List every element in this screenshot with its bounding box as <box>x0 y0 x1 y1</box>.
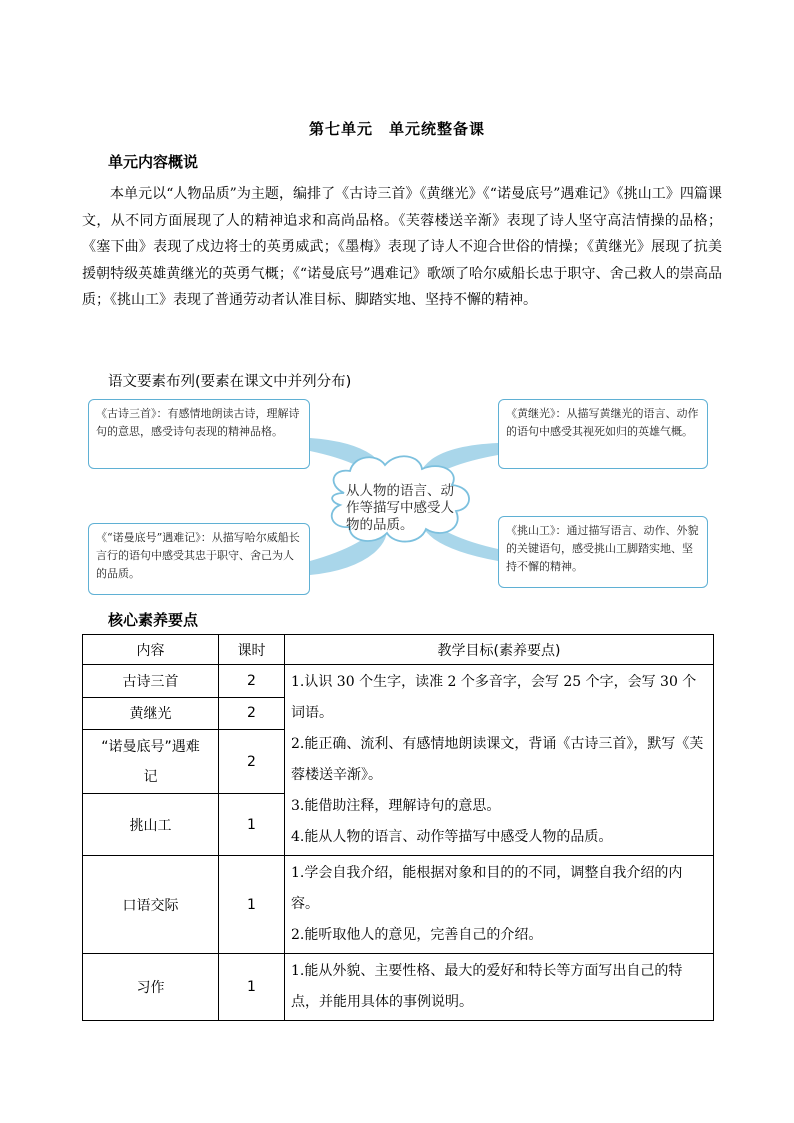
row-content: 古诗三首 <box>83 665 219 698</box>
oral-goals-cell <box>285 856 714 954</box>
table-header-row <box>83 635 714 665</box>
row-hours: 2 <box>219 730 285 794</box>
goal-line: 3.能借助注释，理解诗句的意思。 <box>291 798 501 814</box>
core-literacy-table <box>82 634 714 1021</box>
row-hours: 1 <box>219 794 285 856</box>
header-content: 内容 <box>83 635 219 665</box>
goal-line: 1.能从外貌、主要性格、最大的爱好和特长等方面写出自己的特点，并能用具体的事例说明。 <box>291 963 683 1010</box>
language-elements-diagram <box>82 393 722 598</box>
goal-line: 4.能从人物的语言、动作等描写中感受人物的品质。 <box>291 829 613 845</box>
row-content: 习作 <box>83 954 219 1021</box>
row-content: 口语交际 <box>83 856 219 954</box>
row-hours: 2 <box>219 697 285 730</box>
table-row <box>83 954 714 1021</box>
goal-line: 2.能听取他人的意见，完善自己的介绍。 <box>291 927 543 943</box>
writing-goals-cell <box>285 954 714 1021</box>
table-row <box>83 665 714 698</box>
table-row <box>83 856 714 954</box>
goal-line: 1.认识 30 个生字，读准 2 个多音字，会写 25 个字，会写 30 个词语。 <box>291 674 697 721</box>
row-content: 黄继光 <box>83 697 219 730</box>
row-hours: 1 <box>219 954 285 1021</box>
intro-paragraph: 本单元以“人物品质”为主题，编排了《古诗三首》《黄继光》《“诺曼底号”遇难记》《挑山工》四篇课文，从不同方面展现了人的精神追求和高尚品格。《芙蓉楼送辛渐》表现了诗人坚守高洁情操的品格；《塞下曲》表现了戍边将士的英勇威武；《墨梅》表现了诗人不迎合世俗的情操；《黄继光》展现了抗美援朝特级英雄黄继光的英勇气概；《“诺曼底号”遇难记》歌颂了哈尔威船长忠于职守、舍己救人的崇高品质；《挑山工》表现了普通劳动者认准目标、脚踏实地、坚持不懈的精神。 <box>82 186 722 309</box>
row-content: “诺曼底号”遇难记 <box>83 730 219 794</box>
header-hours: 课时 <box>219 635 285 665</box>
row-hours: 2 <box>219 665 285 698</box>
section-heading-unit-content: 单元内容概说 <box>108 153 199 171</box>
page-title: 第七单元 单元统整备课 <box>308 120 485 138</box>
box-tiao-shan-gong: 《挑山工》：通过描写语言、动作、外貌的关键语句，感受挑山工脚踏实地、坚持不懈的精神。 <box>498 516 708 588</box>
center-element-text: 从人物的语言、动作等描写中感受人物的品质。 <box>346 483 454 533</box>
section-heading-language-elements: 语文要素布列(要素在课文中并列分布) <box>108 374 352 390</box>
row-hours: 1 <box>219 856 285 954</box>
row-content: 挑山工 <box>83 794 219 856</box>
box-normandy: 《“诺曼底号”遇难记》：从描写哈尔威船长言行的语句中感受其忠于职守、舍己为人的品质。 <box>88 523 310 595</box>
box-huang-jiguang: 《黄继光》：从描写黄继光的语言、动作的语句中感受其视死如归的英雄气概。 <box>498 399 708 469</box>
section-heading-core-literacy: 核心素养要点 <box>108 611 199 629</box>
header-goals: 教学目标(素养要点) <box>285 635 714 665</box>
reading-goals-cell <box>285 665 714 856</box>
box-gushi-sanshou: 《古诗三首》：有感情地朗读古诗，理解诗句的意思，感受诗句表现的精神品格。 <box>88 399 310 469</box>
goal-line: 1.学会自我介绍，能根据对象和目的的不同，调整自我介绍的内容。 <box>291 865 683 912</box>
goal-line: 2.能正确、流利、有感情地朗读课文，背诵《古诗三首》，默写《芙蓉楼送辛渐》。 <box>291 736 704 783</box>
